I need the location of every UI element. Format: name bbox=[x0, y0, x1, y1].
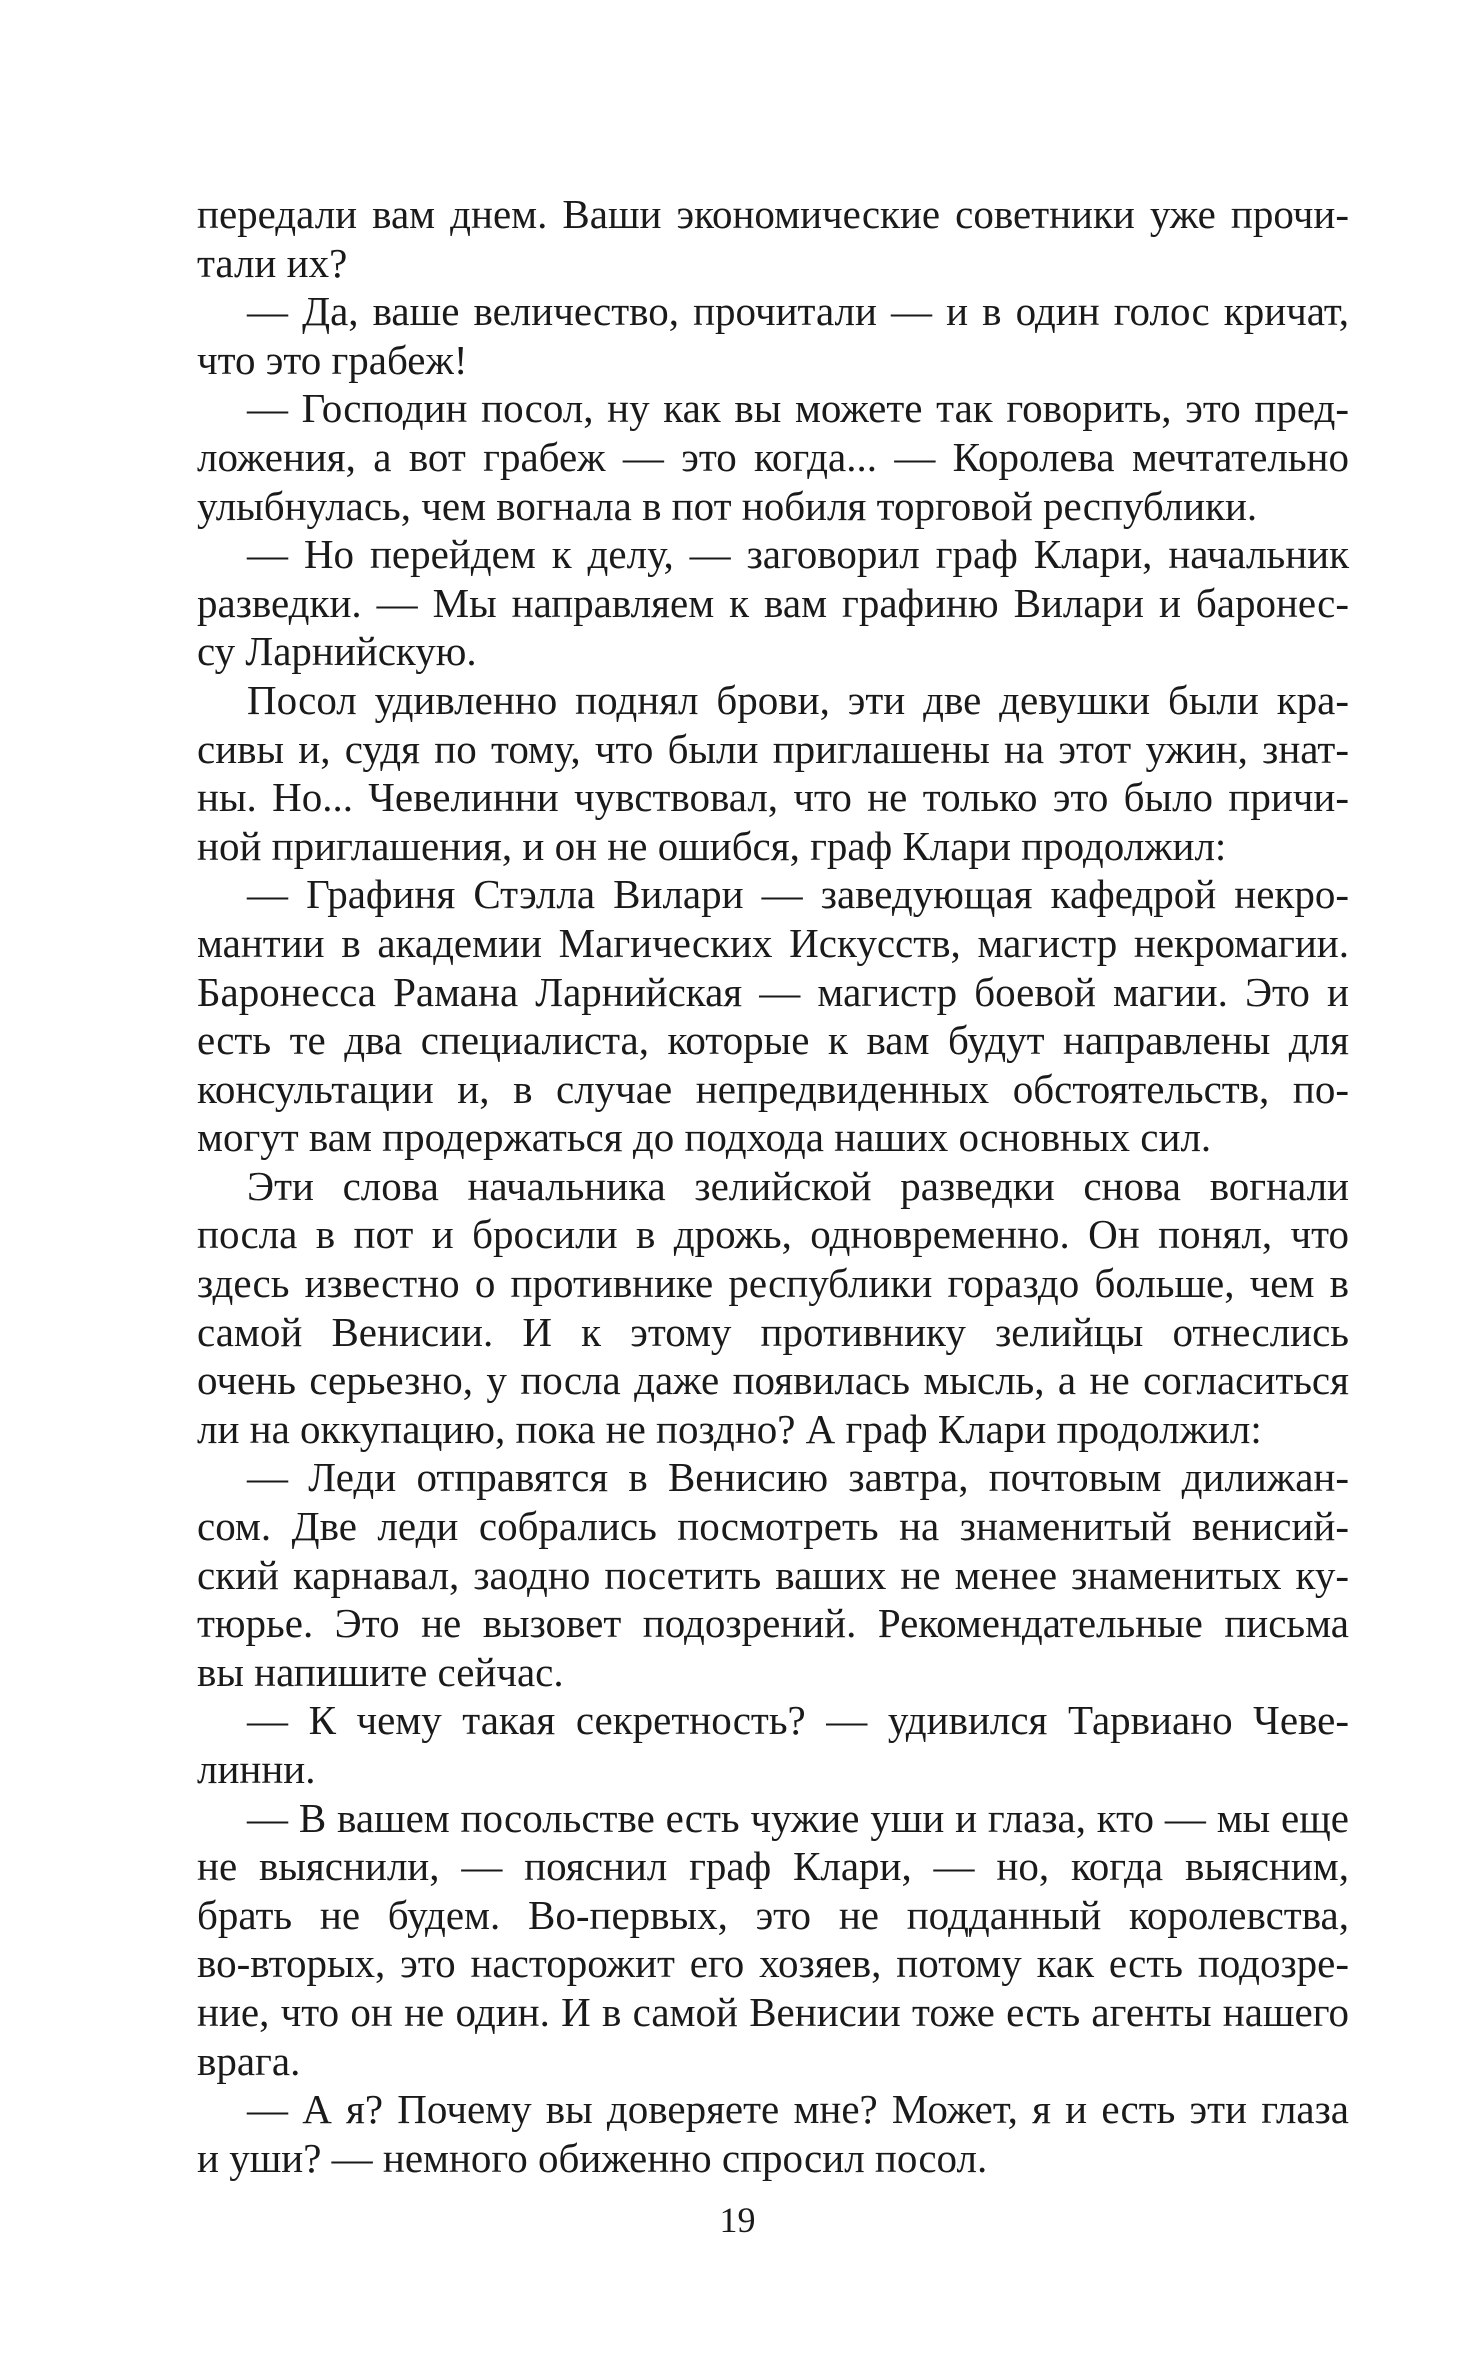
text-line: — Господин посол, ну как вы можете так говорить, это пред- bbox=[247, 385, 1349, 432]
text-line: тали их? bbox=[197, 239, 348, 286]
text-line: брать не будем. Во-первых, это не подданный королевства, bbox=[197, 1891, 1349, 1938]
text-line: могут вам продержаться до подхода наших основных сил. bbox=[197, 1114, 1212, 1161]
text-line: ли на оккупацию, пока не поздно? А граф Клари продолжил: bbox=[197, 1405, 1262, 1452]
text-line: консультации и, в случае непредвиденных обстоятельств, по- bbox=[197, 1065, 1349, 1112]
text-line: ложения, а вот грабеж — это когда... — Королева мечтательно bbox=[197, 433, 1349, 480]
text-line: не выяснили, — пояснил граф Клари, — но, когда выясним, bbox=[197, 1843, 1349, 1890]
text-line: — Графиня Стэлла Вилари — заведующая кафедрой некро- bbox=[247, 871, 1349, 918]
text-line: Эти слова начальника зелийской разведки снова вогнали bbox=[247, 1162, 1349, 1209]
text-line: ский карнавал, заодно посетить ваших не менее знаменитых ку- bbox=[197, 1551, 1349, 1598]
text-line: су Ларнийскую. bbox=[197, 628, 477, 675]
text-line: очень серьезно, у посла даже появилась мысль, а не согласиться bbox=[197, 1357, 1349, 1404]
page-number: 19 bbox=[719, 2200, 756, 2240]
text-line: и уши? — немного обиженно спросил посол. bbox=[197, 2134, 988, 2181]
text-line: что это грабеж! bbox=[197, 336, 468, 383]
text-line: мантии в академии Магических Искусств, магистр некромагии. bbox=[197, 919, 1349, 966]
text-line: сивы и, судя по тому, что были приглашены на этот ужин, знат- bbox=[197, 725, 1349, 772]
text-line: ние, что он не один. И в самой Венисии тоже есть агенты нашего bbox=[197, 1988, 1349, 2035]
text-line: тюрье. Это не вызовет подозрений. Рекомендательные письма bbox=[197, 1600, 1349, 1647]
text-line: — В вашем посольстве есть чужие уши и глаза, кто — мы еще bbox=[247, 1794, 1349, 1841]
text-line: здесь известно о противнике республики гораздо больше, чем в bbox=[197, 1260, 1349, 1307]
text-line: — Да, ваше величество, прочитали — и в один голос кричат, bbox=[247, 288, 1349, 335]
text-line: разведки. — Мы направляем к вам графиню Вилари и баронес- bbox=[197, 579, 1349, 626]
text-line: — Но перейдем к делу, — заговорил граф Клари, начальник bbox=[247, 531, 1349, 578]
text-line: улыбнулась, чем вогнала в пот нобиля торговой республики. bbox=[197, 482, 1258, 529]
text-line: Посол удивленно поднял брови, эти две девушки были кра- bbox=[247, 676, 1349, 723]
text-line: — К чему такая секретность? — удивился Тарвиано Чеве- bbox=[247, 1697, 1349, 1744]
text-line: самой Венисии. И к этому противнику зелийцы отнеслись bbox=[197, 1308, 1349, 1355]
text-line: вы напишите сейчас. bbox=[197, 1648, 564, 1695]
text-line: — Леди отправятся в Венисию завтра, почтовым дилижан- bbox=[247, 1454, 1349, 1501]
body-text bbox=[197, 190, 1349, 2182]
text-line: во-вторых, это насторожит его хозяев, потому как есть подозре- bbox=[197, 1940, 1349, 1987]
text-line: сом. Две леди собрались посмотреть на знаменитый венисий- bbox=[197, 1503, 1349, 1550]
text-line: ной приглашения, и он не ошибся, граф Клари продолжил: bbox=[197, 822, 1227, 869]
text-line: посла в пот и бросили в дрожь, одновременно. Он понял, что bbox=[197, 1211, 1349, 1258]
text-line: — А я? Почему вы доверяете мне? Может, я и есть эти глаза bbox=[247, 2086, 1349, 2133]
text-line: Баронесса Рамана Ларнийская — магистр боевой магии. Это и bbox=[197, 968, 1349, 1015]
text-line: линни. bbox=[197, 1746, 316, 1792]
text-line: ны. Но... Чевелинни чувствовал, что не только это было причи- bbox=[197, 774, 1349, 821]
text-line: передали вам днем. Ваши экономические советники уже прочи- bbox=[197, 191, 1349, 237]
text-line: врага. bbox=[197, 2037, 301, 2084]
text-line: есть те два специалиста, которые к вам будут направлены для bbox=[197, 1017, 1349, 1064]
